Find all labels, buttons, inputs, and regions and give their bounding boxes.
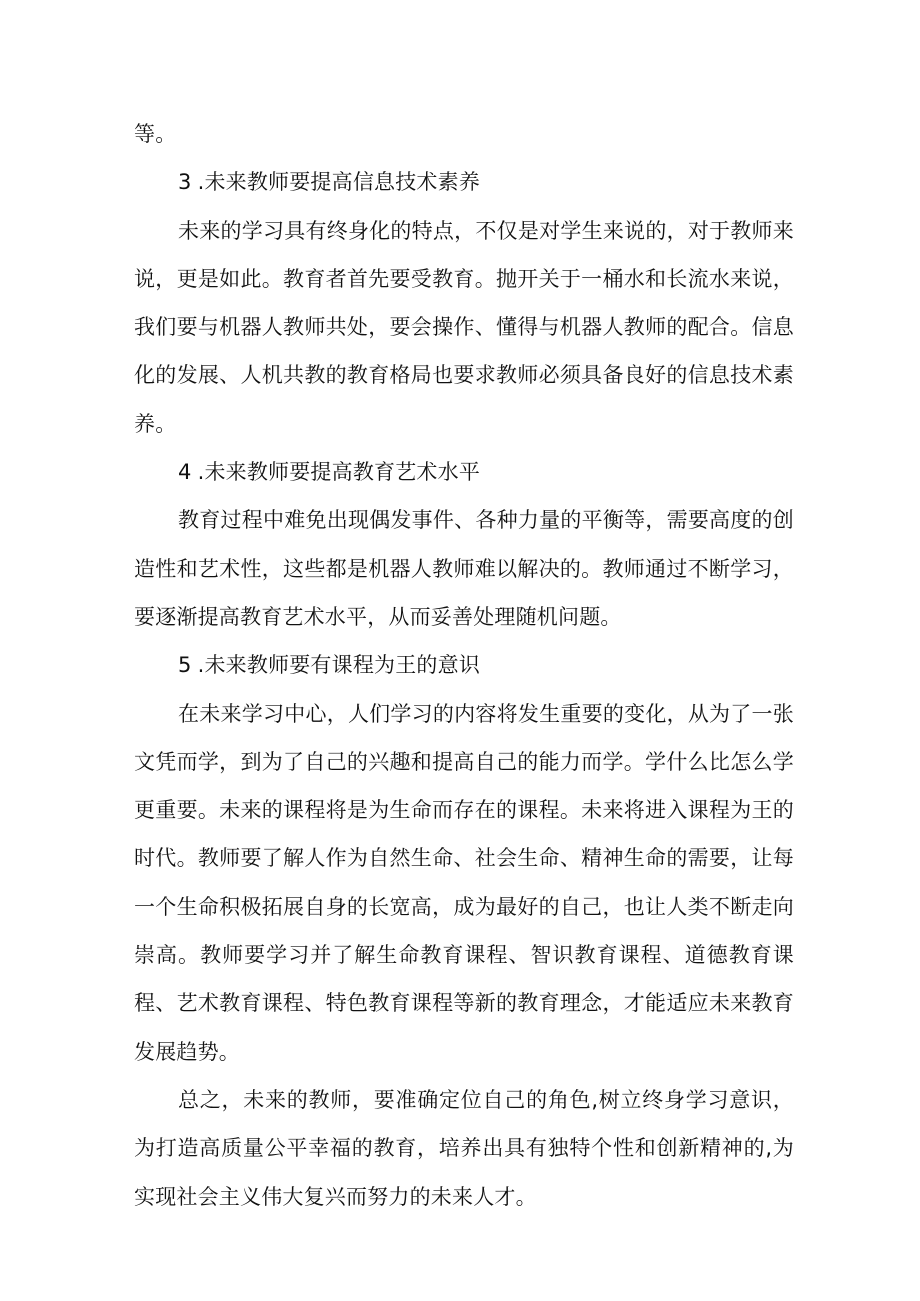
section-number-5: 5 [178,653,192,678]
section-paragraph-3: 未来的学习具有终身化的特点，不仅是对学生来说的，对于教师来说，更是如此。教育者首先要受教育。抛开关于一桶水和长流水来说，我们要与机器人教师共处，要会操作、懂得与机器人教师的配合。信息化的发展、人机共教的教育格局也要求教师必须具备良好的信息技术素养。 [134,218,794,436]
document-body [134,110,794,1221]
section-title-5: .未来教师要有课程为王的意识 [197,653,481,678]
section-heading-3 [134,158,794,206]
section-paragraph-5: 在未来学习中心，人们学习的内容将发生重要的变化，从为了一张文凭而学，到为了自己的兴趣和提高自己的能力而学。学什么比怎么学更重要。未来的课程将是为生命而存在的课程。未来将进入课程为王的时代。教师要了解人作为自然生命、社会生命、精神生命的需要，让每一个生命积极拓展自身的长宽高，成为最好的自己，也让人类不断走向崇高。教师要学习并了解生命教育课程、智识教育课程、道德教育课程、艺术教育课程、特色教育课程等新的教育理念，才能适应未来教育发展趋势。 [134,701,794,1064]
section-heading-4 [134,448,794,496]
conclusion-paragraph: 总之，未来的教师，要准确定位自己的角色,树立终身学习意识，为打造高质量公平幸福的教育，培养出具有独特个性和创新精神的,为实现社会主义伟大复兴而努力的未来人才。 [134,1087,794,1209]
section-number-3: 3 [178,170,192,195]
section-number-4: 4 [178,460,192,485]
section-title-4: .未来教师要提高教育艺术水平 [197,460,481,485]
section-title-3: .未来教师要提高信息技术素养 [197,170,481,195]
continuation-text: 等。 [134,122,177,146]
section-paragraph-4: 教育过程中难免出现偶发事件、各种力量的平衡等，需要高度的创造性和艺术性，这些都是机器人教师难以解决的。教师通过不断学习，要逐渐提高教育艺术水平，从而妥善处理随机问题。 [134,508,794,629]
section-heading-5 [134,641,794,689]
